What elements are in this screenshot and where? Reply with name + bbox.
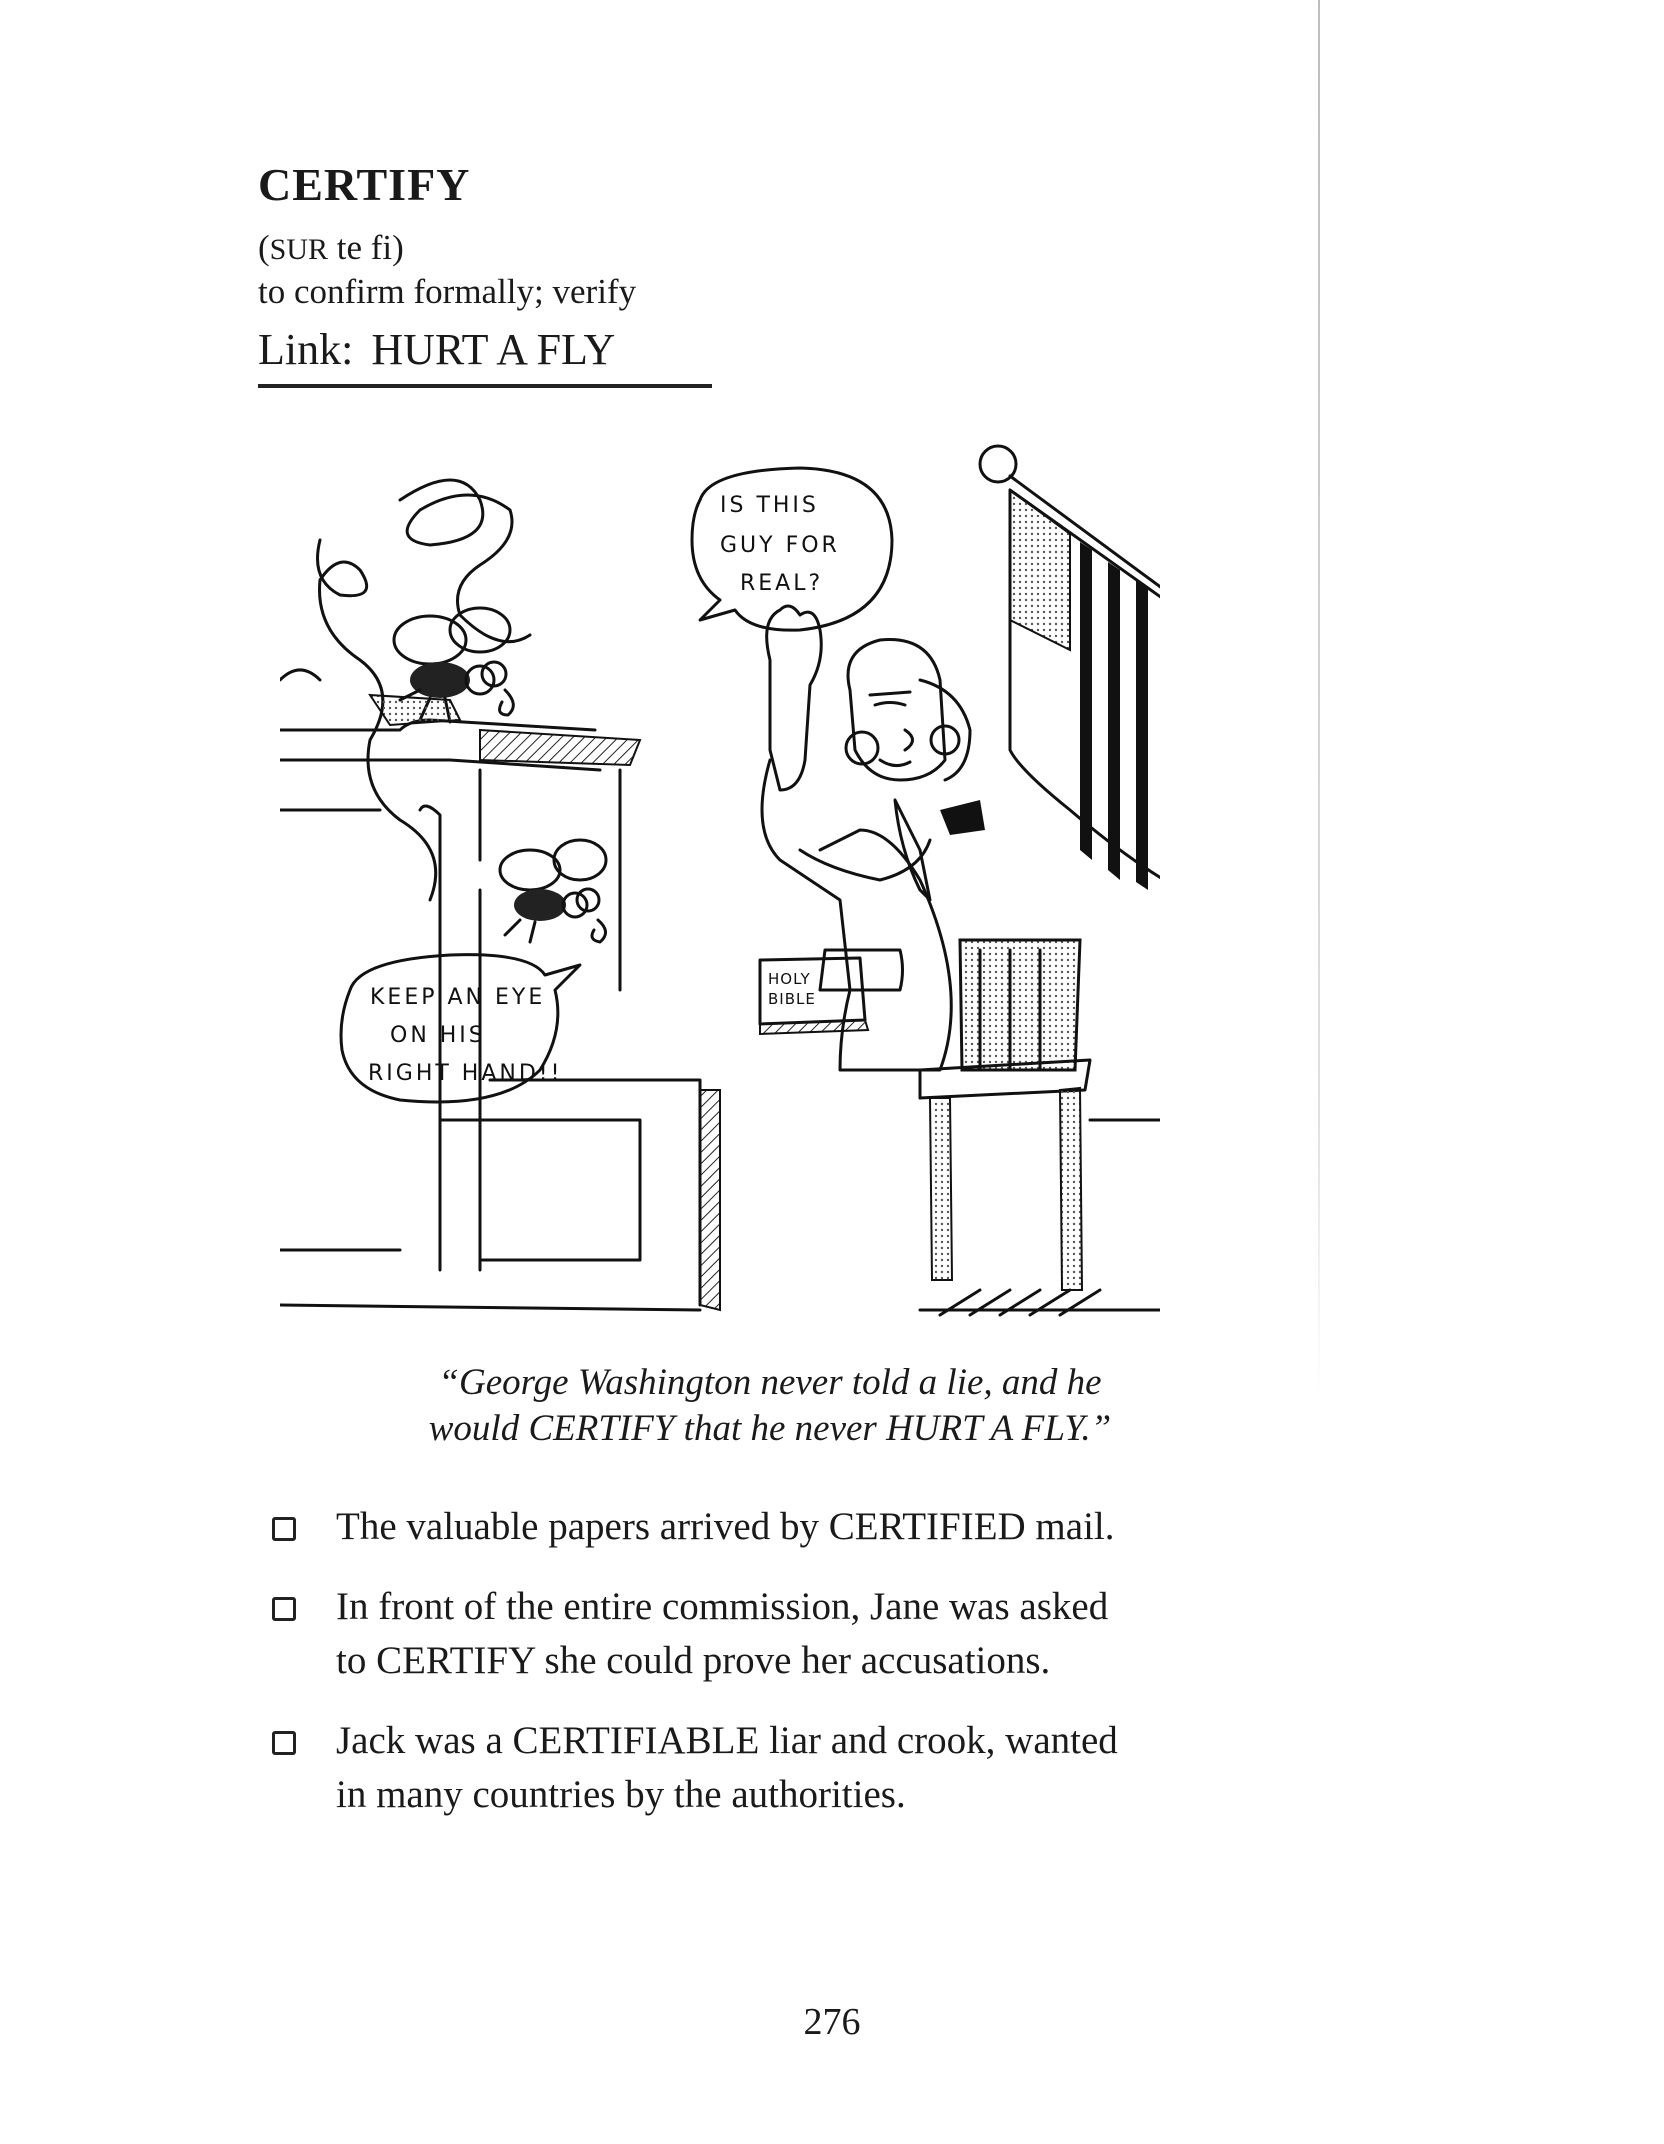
bubble-bottom-line-3: RIGHT HAND!! <box>368 1061 563 1086</box>
link-word: HURT A FLY <box>371 325 616 374</box>
caption-line-2: would CERTIFY that he never HURT A FLY.” <box>428 1408 1112 1449</box>
cartoon-caption <box>320 1360 1220 1452</box>
page-edge-shadow <box>1318 0 1320 1400</box>
headword: CERTIFY <box>258 159 471 210</box>
example-sentence-1 <box>272 1500 1302 1554</box>
link-underline <box>258 384 712 388</box>
checkbox-icon[interactable] <box>272 1597 296 1621</box>
american-flag <box>980 446 1160 900</box>
page-number: 276 <box>803 2001 861 2043</box>
fly-bottom-icon <box>500 840 606 942</box>
bubble-bottom-line-1: KEEP AN EYE <box>370 985 546 1010</box>
sentence-text: In front of the entire commission, Jane was asked to CERTIFY she could prove her accusations. <box>336 1585 1109 1682</box>
definition: to confirm formally; verify <box>258 272 637 311</box>
link-line <box>258 324 615 375</box>
speech-bubble-bottom <box>341 955 580 1102</box>
link-label: Link: <box>258 325 354 374</box>
example-sentence-3 <box>272 1714 1302 1822</box>
pronunciation: (SUR te fi) <box>258 228 404 267</box>
sentence-text: The valuable papers arrived by CERTIFIED mail. <box>336 1505 1115 1548</box>
pronunciation-stress: SUR <box>269 233 329 266</box>
bubble-bottom-line-2: ON HIS <box>390 1023 486 1048</box>
bubble-top-line-1: IS THIS <box>720 493 819 518</box>
sentence-text: Jack was a CERTIFIABLE liar and crook, wanted in many countries by the authorities. <box>336 1719 1118 1816</box>
caption-line-1: “George Washington never told a lie, and he <box>438 1362 1102 1403</box>
bubble-top-line-2: GUY FOR <box>720 533 840 558</box>
example-sentences <box>272 1500 1302 1848</box>
chair <box>920 940 1160 1315</box>
example-sentence-2 <box>272 1580 1302 1688</box>
cartoon-illustration <box>280 430 1160 1350</box>
checkbox-icon[interactable] <box>272 1517 296 1541</box>
checkbox-icon[interactable] <box>272 1731 296 1755</box>
bible-label-bible: BIBLE <box>768 990 816 1008</box>
holy-bible <box>760 958 868 1034</box>
bubble-top-line-3: REAL? <box>740 571 824 596</box>
bible-label-holy: HOLY <box>768 970 811 988</box>
